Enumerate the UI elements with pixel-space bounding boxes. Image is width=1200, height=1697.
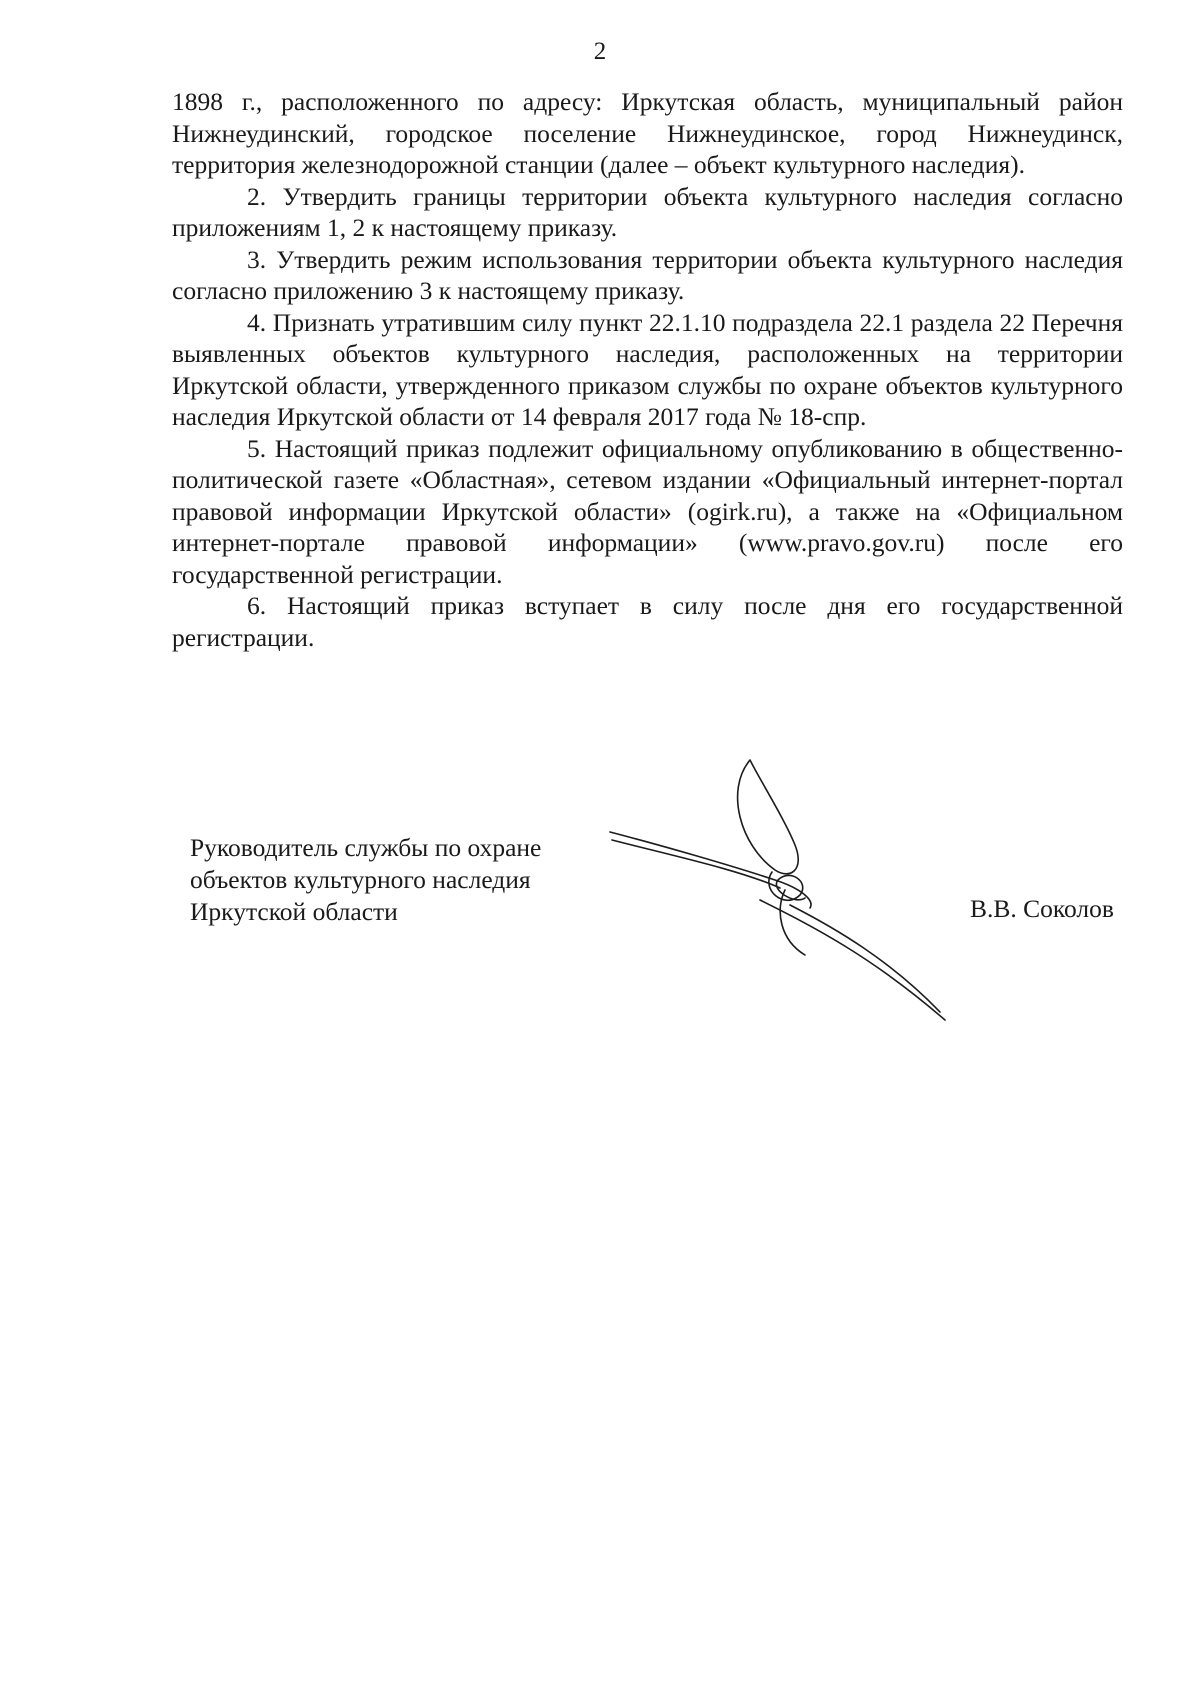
paragraph-continuation: 1898 г., расположенного по адресу: Иркутская область, муниципальный район Нижнеудинский, городское поселение Нижнеудинское, город Нижнеудинск, территория железнодорожной станции (далее – объект культурного наследия). [172, 87, 1123, 179]
paragraph-item-2: 2. Утвердить границы территории объекта культурного наследия согласно приложениям 1, 2 к настоящему приказу. [172, 181, 1123, 242]
handwritten-signature [600, 750, 990, 1030]
paragraph-item-5: 5. Настоящий приказ подлежит официальному опубликованию в общественно-политической газете «Областная», сетевом издании «Официальный интернет-портал правовой информации Иркутской области» (ogirk.ru), а также на «Официальном интернет-портале правовой информации» (www.pravo.gov.ru) после его государственной регистрации. [172, 433, 1123, 589]
signatory-position-line: Руководитель службы по охране [190, 833, 542, 862]
signatory-position [190, 832, 541, 928]
signatory-position-line: Иркутской области [190, 897, 398, 926]
paragraph-item-4: 4. Признать утратившим силу пункт 22.1.10 подраздела 22.1 раздела 22 Перечня выявленных объектов культурного наследия, расположенных на территории Иркутской области, утвержденного приказом службы по охране объектов культурного наследия Иркутской области от 14 февраля 2017 года № 18-спр. [172, 307, 1123, 431]
page-number: 2 [593, 38, 607, 65]
document-body [172, 86, 1123, 653]
signatory-position-line: объектов культурного наследия [190, 865, 531, 894]
paragraph-item-6: 6. Настоящий приказ вступает в силу после дня его государственной регистрации. [172, 591, 1123, 652]
paragraph-item-3: 3. Утвердить режим использования территории объекта культурного наследия согласно приложению 3 к настоящему приказу. [172, 244, 1123, 305]
signatory-name: В.В. Соколов [970, 894, 1114, 923]
